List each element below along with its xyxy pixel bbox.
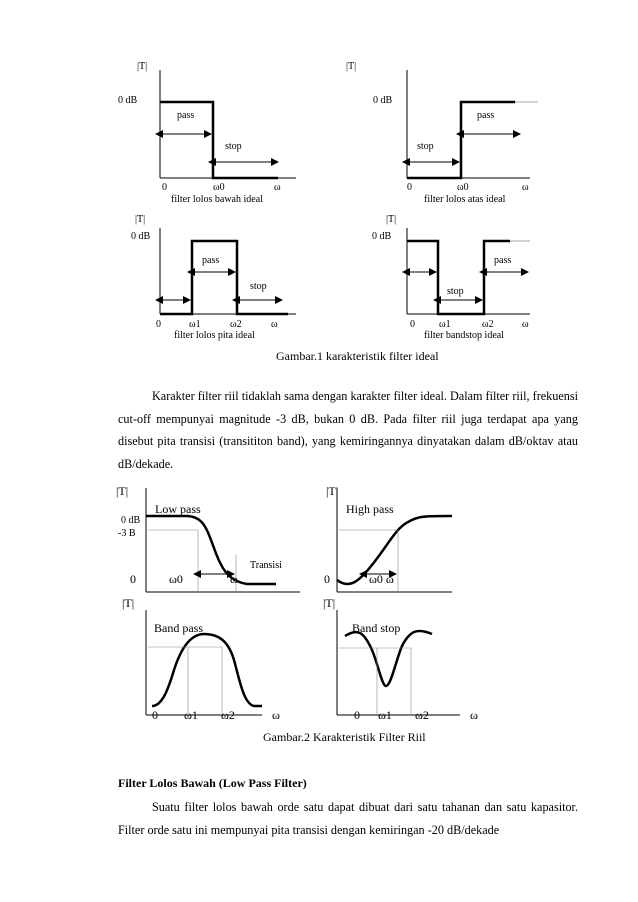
hp-real-zero: 0 (324, 572, 330, 586)
bandpass-w-label: ω (271, 319, 278, 330)
bs-real-y-label: |T| (323, 596, 336, 610)
highpass-db-label: 0 dB (373, 95, 393, 106)
bs-real-w: ω (470, 708, 478, 722)
bandstop-zero-label: 0 (410, 319, 415, 330)
lp-real-zero: 0 (130, 572, 136, 586)
bandstop-w1-label: ω1 (439, 319, 451, 330)
figure1-caption: Gambar.1 karakteristik filter ideal (276, 349, 439, 363)
hp-real-title: High pass (346, 502, 394, 516)
bp-real-w1: ω1 (184, 708, 198, 722)
bp-real-title: Band pass (154, 621, 203, 635)
bs-real-title: Band stop (352, 621, 401, 635)
bandstop-title: filter bandstop ideal (424, 330, 504, 341)
bandstop-pass-label: pass (494, 255, 512, 266)
bandpass-title: filter lolos pita ideal (174, 330, 255, 341)
paragraph-text: Karakter filter riil tidaklah sama dengan karakter filter ideal. Dalam filter riil, frekuensi cut-off mempunyai magnitude -3 dB, bukan 0 dB. Pada filter riil juga terdapat apa yang disebut pita transisi (transititon band), yang kemiringannya dinyatakan dalam dB/oktav atau dB/dekade. (118, 389, 578, 471)
highpass-stop-label: stop (417, 141, 434, 152)
bandpass-zero-label: 0 (156, 319, 161, 330)
bandstop-y-label: |T| (386, 214, 397, 225)
lp-real-0db: 0 dB (121, 515, 141, 526)
lp-real-transisi: Transisi (250, 560, 282, 571)
lowpass-stop-label: stop (225, 141, 242, 152)
bp-real-w: ω (272, 708, 280, 722)
lp-real-y-label: |T| (116, 484, 129, 498)
lp-real-w: ω (230, 572, 238, 586)
bandpass-pass-label: pass (202, 255, 220, 266)
paragraph-lowpass (118, 796, 578, 841)
lowpass-y-label: |T| (137, 61, 148, 72)
highpass-zero-label: 0 (407, 182, 412, 193)
highpass-w-label: ω (522, 182, 529, 193)
bandpass-ideal-plot (160, 228, 296, 314)
bs-real-zero: 0 (354, 708, 360, 722)
response-curve (407, 102, 515, 178)
bs-real-w1: ω1 (378, 708, 392, 722)
bandpass-db-label: 0 dB (131, 231, 151, 242)
highpass-ideal-plot (407, 70, 538, 178)
response-curve (160, 241, 288, 314)
paragraph-real-filter (118, 385, 578, 475)
bandstop-w-label: ω (522, 319, 529, 330)
bp-real-w2: ω2 (221, 708, 235, 722)
bandstop-db-label: 0 dB (372, 231, 392, 242)
highpass-y-label: |T| (346, 61, 357, 72)
lowpass-zero-label: 0 (162, 182, 167, 193)
paragraph-text: Suatu filter lolos bawah orde satu dapat dibuat dari satu tahanan dan satu kapasitor. Filter orde satu ini mempunyai pita transisi dengan kemiringan -20 dB/dekade (118, 800, 578, 837)
lowpass-w-label: ω (274, 182, 281, 193)
lp-real-3db: -3 B (118, 528, 136, 539)
bandpass-w1-label: ω1 (189, 319, 201, 330)
hp-real-y-label: |T| (326, 484, 339, 498)
hp-real-w0: ω0 ω (369, 572, 394, 586)
lowpass-pass-label: pass (177, 110, 195, 121)
lowpass-title: filter lolos bawah ideal (171, 194, 263, 205)
highpass-title: filter lolos atas ideal (424, 194, 506, 205)
bp-real-y-label: |T| (122, 596, 135, 610)
figure2-caption: Gambar.2 Karakteristik Filter Riil (263, 730, 426, 744)
section-heading: Filter Lolos Bawah (Low Pass Filter) (118, 776, 307, 790)
lp-real-title: Low pass (155, 502, 201, 516)
bs-real-w2: ω2 (415, 708, 429, 722)
bandstop-w2-label: ω2 (482, 319, 494, 330)
lowpass-w0-label: ω0 (213, 182, 225, 193)
response-curve (345, 631, 432, 686)
bp-real-zero: 0 (152, 708, 158, 722)
response-curve (407, 241, 510, 314)
bandpass-stop-label: stop (250, 281, 267, 292)
bandstop-ideal-plot (407, 228, 530, 314)
lowpass-ideal-plot (160, 70, 296, 178)
bandpass-y-label: |T| (135, 214, 146, 225)
highpass-w0-label: ω0 (457, 182, 469, 193)
highpass-pass-label: pass (477, 110, 495, 121)
lp-real-w0: ω0 (169, 572, 183, 586)
lowpass-db-label: 0 dB (118, 95, 138, 106)
bandpass-w2-label: ω2 (230, 319, 242, 330)
bandstop-stop-label: stop (447, 286, 464, 297)
response-curve (152, 634, 262, 706)
